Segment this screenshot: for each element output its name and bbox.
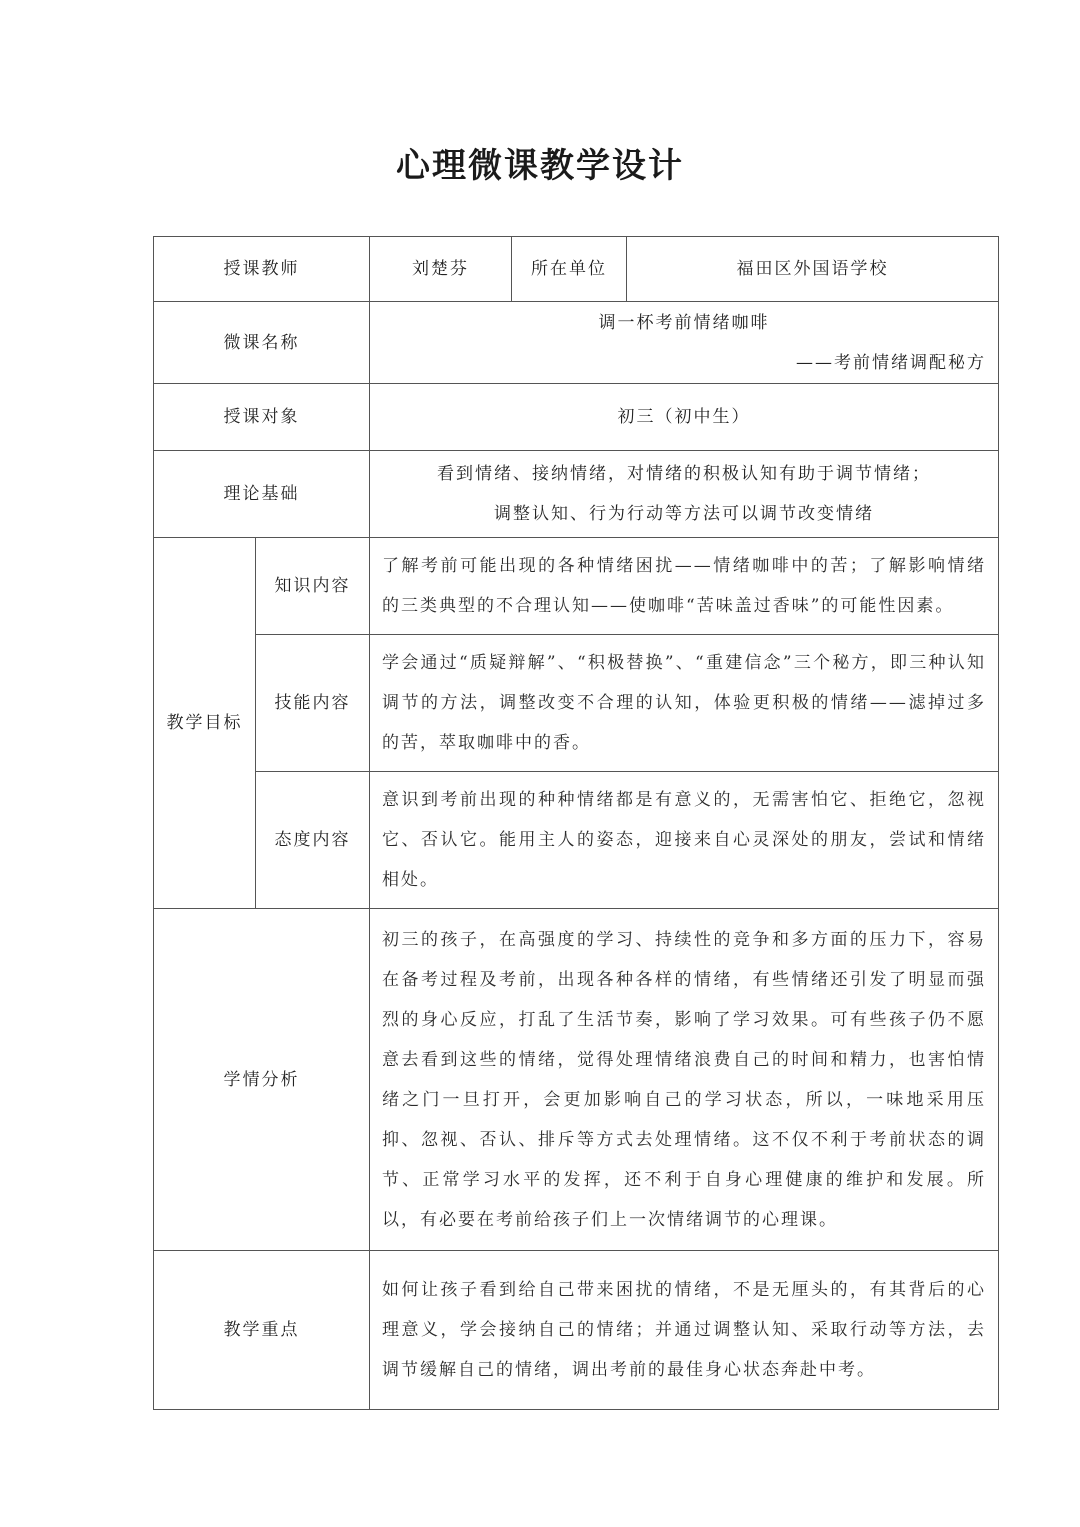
focus-label: 教学重点 — [154, 1251, 370, 1410]
theory-line-1: 看到情绪、接纳情绪，对情绪的积极认知有助于调节情绪； — [437, 464, 931, 484]
unit-label: 所在单位 — [512, 237, 627, 302]
skill-label: 技能内容 — [256, 635, 370, 772]
theory-label: 理论基础 — [154, 451, 370, 538]
analysis-label: 学情分析 — [154, 909, 370, 1251]
focus-text: 如何让孩子看到给自己带来困扰的情绪，不是无厘头的，有其背后的心理意义，学会接纳自己的情绪；并通过调整认知、采取行动等方法，去调节缓解自己的情绪，调出考前的最佳身心状态奔赴中考。 — [370, 1251, 999, 1410]
document-title: 心理微课教学设计 — [396, 146, 684, 186]
teacher-row — [154, 237, 999, 302]
skill-text: 学会通过“质疑辩解”、“积极替换”、“重建信念”三个秘方，即三种认知调节的方法，调整改变不合理的认知，体验更积极的情绪——滤掉过多的苦，萃取咖啡中的香。 — [370, 635, 999, 772]
attitude-label: 态度内容 — [256, 772, 370, 909]
teacher-value: 刘楚芬 — [370, 237, 512, 302]
audience-label: 授课对象 — [154, 384, 370, 451]
knowledge-label: 知识内容 — [256, 538, 370, 635]
goal-skill-row — [154, 635, 999, 772]
focus-row — [154, 1251, 999, 1410]
analysis-text: 初三的孩子，在高强度的学习、持续性的竞争和多方面的压力下，容易在备考过程及考前，出现各种各样的情绪，有些情绪还引发了明显而强烈的身心反应，打乱了生活节奏，影响了学习效果。可有些孩子仍不愿意去看到这些的情绪，觉得处理情绪浪费自己的时间和精力，也害怕情绪之门一旦打开，会更加影响自己的学习状态，所以，一味地采用压抑、忽视、否认、排斥等方式去处理情绪。这不仅不利于考前状态的调节、正常学习水平的发挥，还不利于自身心理健康的维护和发展。所以，有必要在考前给孩子们上一次情绪调节的心理课。 — [370, 909, 999, 1251]
unit-value: 福田区外国语学校 — [627, 237, 999, 302]
course-name-cell — [370, 302, 999, 384]
course-title: 调一杯考前情绪咖啡 — [598, 312, 770, 333]
attitude-text: 意识到考前出现的种种情绪都是有意义的，无需害怕它、拒绝它，忽视它、否认它。能用主人的姿态，迎接来自心灵深处的朋友，尝试和情绪相处。 — [370, 772, 999, 909]
course-row — [154, 302, 999, 384]
goals-label: 教学目标 — [154, 538, 256, 909]
audience-row — [154, 384, 999, 451]
analysis-row — [154, 909, 999, 1251]
teacher-label: 授课教师 — [154, 237, 370, 302]
goal-attitude-row — [154, 772, 999, 909]
audience-value: 初三（初中生） — [370, 384, 999, 451]
goal-knowledge-row — [154, 538, 999, 635]
knowledge-text: 了解考前可能出现的各种情绪困扰——情绪咖啡中的苦；了解影响情绪的三类典型的不合理认知——使咖啡“苦味盖过香味”的可能性因素。 — [370, 538, 999, 635]
theory-row — [154, 451, 999, 538]
theory-cell — [370, 451, 999, 538]
course-subtitle: ——考前情绪调配秘方 — [796, 352, 986, 373]
theory-line-2: 调整认知、行为行动等方法可以调节改变情绪 — [494, 504, 874, 524]
course-label: 微课名称 — [154, 302, 370, 384]
lesson-plan-table — [153, 236, 999, 1410]
